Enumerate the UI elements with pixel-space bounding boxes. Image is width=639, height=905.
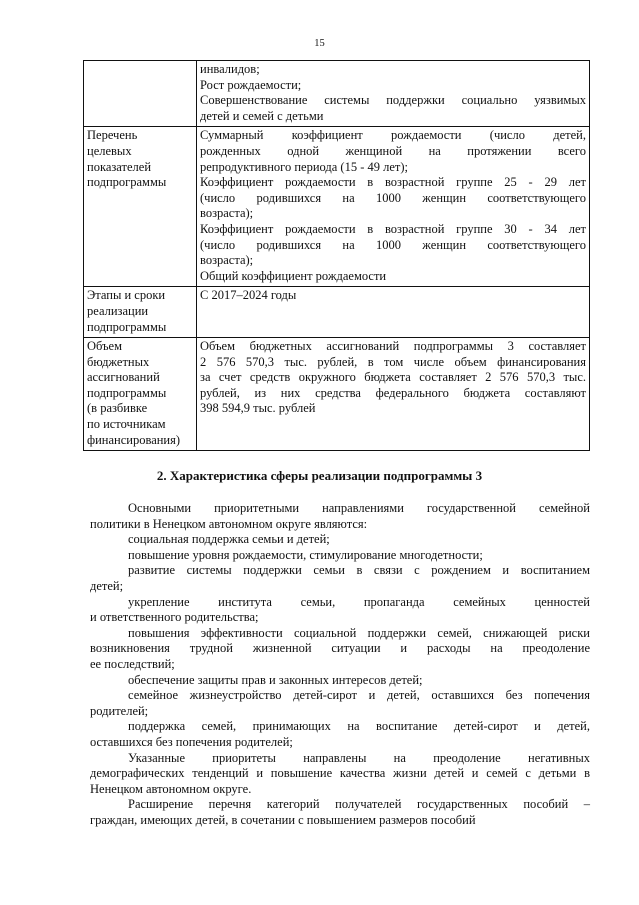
paragraph-line: повышение уровня рождаемости, стимулирование многодетности; bbox=[128, 547, 483, 562]
passport-row-value bbox=[197, 61, 590, 127]
body-paragraph bbox=[90, 595, 590, 626]
passport-label-line: Объем bbox=[87, 339, 122, 354]
passport-row-label bbox=[84, 127, 197, 287]
passport-value-line: 2 576 570,3 тыс. рублей, в том числе объем финансирования bbox=[200, 354, 586, 369]
passport-value-line: репродуктивного периода (15 - 49 лет); bbox=[200, 159, 409, 174]
passport-table-body bbox=[84, 61, 590, 451]
passport-label-line: Перечень bbox=[87, 128, 138, 143]
passport-row bbox=[84, 287, 590, 338]
paragraph-line: Основными приоритетными направлениями государственной семейной bbox=[128, 501, 590, 515]
passport-value-line: детей и семей с детьми bbox=[200, 108, 324, 123]
passport-value-line: рожденных одной женщиной на протяжении всего bbox=[200, 143, 586, 158]
passport-value-line: Коэффициент рождаемости в возрастной группе 25 - 29 лет bbox=[200, 175, 586, 190]
paragraph-line: оставшихся без попечения родителей; bbox=[90, 734, 293, 749]
passport-row bbox=[84, 61, 590, 127]
body-paragraph bbox=[90, 751, 590, 798]
passport-row bbox=[84, 127, 590, 287]
passport-value-line: инвалидов; bbox=[200, 62, 260, 76]
passport-value-line: (число родившихся на 1000 женщин соответствующего bbox=[200, 237, 586, 252]
passport-row-label bbox=[84, 61, 197, 127]
body-paragraph bbox=[90, 532, 590, 548]
paragraph-line: Указанные приоритеты направлены на преодоление негативных bbox=[128, 750, 590, 765]
passport-value-line: Рост рождаемости; bbox=[200, 77, 302, 92]
paragraph-line: и ответственного родительства; bbox=[90, 610, 259, 625]
paragraph-line: детей; bbox=[90, 578, 124, 593]
passport-label-line: подпрограммы bbox=[87, 385, 167, 400]
passport-row-value bbox=[197, 127, 590, 287]
paragraph-line: политики в Ненецком автономном округе являются: bbox=[90, 516, 368, 531]
paragraph-line: Ненецком автономном округе. bbox=[90, 781, 252, 796]
passport-value-line: Совершенствование системы поддержки социально уязвимых bbox=[200, 93, 586, 108]
body-paragraph bbox=[90, 797, 590, 828]
passport-row-label bbox=[84, 287, 197, 338]
passport-label-line: реализации bbox=[87, 303, 149, 318]
passport-value-line: Суммарный коэффициент рождаемости (число детей, bbox=[200, 128, 586, 143]
passport-value-line: возраста); bbox=[200, 206, 254, 221]
paragraph-line: повышения эффективности социальной поддержки семей, снижающей риски bbox=[128, 625, 590, 640]
passport-label-line: финансирования) bbox=[87, 432, 181, 447]
paragraph-line: укрепление института семьи, пропаганда семейных ценностей bbox=[128, 594, 590, 609]
paragraph-line: возникновения трудной жизненной ситуации и расходы на преодоление bbox=[90, 641, 590, 656]
passport-value-line: (число родившихся на 1000 женщин соответствующего bbox=[200, 190, 586, 205]
passport-label-line: подпрограммы bbox=[87, 175, 167, 190]
passport-value-line: Объем бюджетных ассигнований подпрограммы 3 составляет bbox=[200, 339, 586, 354]
paragraph-line: развитие системы поддержки семьи в связи с рождением и воспитанием bbox=[128, 563, 590, 578]
paragraph-line: родителей; bbox=[90, 703, 149, 718]
passport-row-value bbox=[197, 287, 590, 338]
body-paragraph bbox=[90, 548, 590, 564]
paragraph-line: семейное жизнеустройство детей-сирот и детей, оставшихся без попечения bbox=[128, 688, 590, 703]
body-paragraph bbox=[90, 501, 590, 532]
paragraph-line: социальная поддержка семьи и детей; bbox=[128, 532, 330, 547]
body-paragraph bbox=[90, 688, 590, 719]
passport-value-line: возраста); bbox=[200, 253, 254, 268]
passport-label-line: ассигнований bbox=[87, 370, 160, 385]
passport-label-line: показателей bbox=[87, 159, 152, 174]
passport-label-line: (в разбивке bbox=[87, 401, 148, 416]
passport-label-line: Этапы и сроки bbox=[87, 288, 166, 303]
section-body-text bbox=[90, 501, 590, 828]
paragraph-line: поддержка семей, принимающих на воспитание детей-сирот и детей, bbox=[128, 719, 590, 734]
body-paragraph bbox=[90, 719, 590, 750]
subprogram-passport-table bbox=[83, 60, 590, 451]
passport-value-line: рублей, из них средства федерального бюджета составляют bbox=[200, 385, 586, 400]
passport-row-label bbox=[84, 338, 197, 451]
page-number: 15 bbox=[314, 38, 325, 49]
passport-value-line: 398 594,9 тыс. рублей bbox=[200, 401, 316, 416]
body-paragraph bbox=[90, 626, 590, 673]
passport-value-line: Общий коэффициент рождаемости bbox=[200, 268, 387, 283]
paragraph-line: Расширение перечня категорий получателей государственных пособий – bbox=[128, 797, 590, 812]
passport-row bbox=[84, 338, 590, 451]
passport-value-line: Коэффициент рождаемости в возрастной группе 30 - 34 лет bbox=[200, 221, 586, 236]
passport-row-value bbox=[197, 338, 590, 451]
paragraph-line: обеспечение защиты прав и законных интересов детей; bbox=[128, 672, 423, 687]
passport-value-line: С 2017–2024 годы bbox=[200, 288, 297, 303]
paragraph-line: ее последствий; bbox=[90, 656, 175, 671]
passport-label-line: по источникам bbox=[87, 417, 166, 432]
paragraph-line: граждан, имеющих детей, в сочетании с повышением размеров пособий bbox=[90, 812, 476, 827]
section-title: 2. Характеристика сферы реализации подпрограммы 3 bbox=[156, 468, 483, 483]
passport-label-line: подпрограммы bbox=[87, 319, 167, 334]
passport-label-line: бюджетных bbox=[87, 354, 150, 369]
passport-value-line: за счет средств окружного бюджета составляет 2 576 570,3 тыс. bbox=[200, 370, 586, 385]
passport-label-line: целевых bbox=[87, 143, 132, 158]
paragraph-line: демографических тенденций и повышение качества жизни детей и семей с детьми в bbox=[90, 766, 590, 781]
body-paragraph bbox=[90, 563, 590, 594]
body-paragraph bbox=[90, 673, 590, 689]
